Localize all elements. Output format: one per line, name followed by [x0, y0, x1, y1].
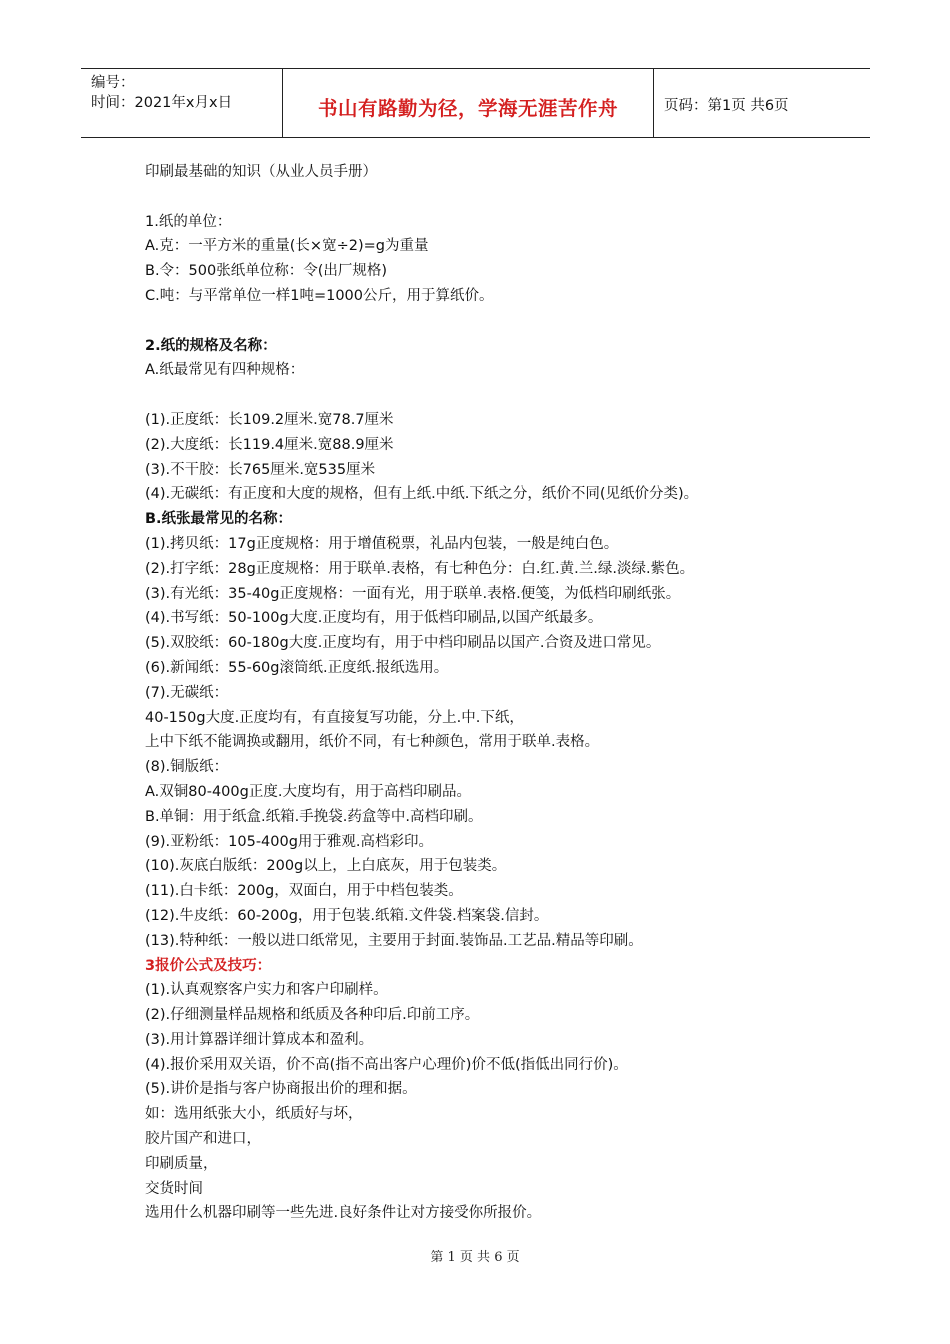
text-line: 胶片国产和进口，	[145, 1131, 261, 1148]
text-line: (13).特种纸：一般以进口纸常见，主要用于封面.装饰品.工艺品.精品等印刷。	[145, 932, 643, 949]
text-line: 上中下纸不能调换或翻用，纸价不同，有七种颜色，常用于联单.表格。	[145, 734, 600, 751]
text-line: (6).新闻纸：55-60g滚筒纸.正度纸.报纸选用。	[145, 659, 449, 676]
text-line: (12).牛皮纸：60-200g，用于包装.纸箱.文件袋.档案袋.信封。	[145, 907, 549, 924]
text-line: (2).打字纸：28g正度规格：用于联单.表格，有七种色分：白.红.黄.兰.绿.淡绿.紫色。	[145, 560, 695, 577]
blank-line	[145, 383, 835, 408]
text-line: (1).认真观察客户实力和客户印刷样。	[145, 982, 388, 999]
text-line: 印刷最基础的知识（从业人员手册）	[145, 164, 377, 180]
text-line: A.双铜80-400g正度.大度均有，用于高档印刷品。	[145, 783, 471, 800]
text-line: (3).用计算器详细计算成本和盈利。	[145, 1031, 374, 1048]
text-line: (3).有光纸：35-40g正度规格：一面有光，用于联单.表格.便笺，为低档印刷纸张。	[145, 585, 681, 602]
header-motto: 书山有路勤为径，学海无涯苦作舟	[317, 97, 618, 120]
text-line: 如：选用纸张大小，纸质好与坏，	[145, 1106, 363, 1123]
text-line: (11).白卡纸：200g，双面白，用于中档包装类。	[145, 883, 463, 900]
text-line: (2).大度纸：长119.4厘米.宽88.9厘米	[145, 436, 394, 453]
text-line: 选用什么机器印刷等一些先进.良好条件让对方接受你所报价。	[145, 1205, 542, 1222]
text-line: (3).不干胶：长765厘米.宽535厘米	[145, 461, 376, 478]
text-line: (4).书写纸：50-100g大度.正度均有，用于低档印刷品,以国产纸最多。	[145, 610, 603, 627]
text-line: (5).双胶纸：60-180g大度.正度均有，用于中档印刷品以国产.合资及进口常见。	[145, 635, 661, 652]
text-line: 交货时间	[145, 1180, 203, 1197]
header-meta	[81, 69, 282, 137]
blank-line	[145, 309, 835, 334]
text-line: (7).无碳纸：	[145, 684, 229, 701]
text-line: (4).无碳纸：有正度和大度的规格，但有上纸.中纸.下纸之分，纸价不同(见纸价分类)。	[145, 486, 699, 503]
text-line: 1.纸的单位：	[145, 213, 232, 230]
text-line: 印刷质量，	[145, 1155, 218, 1172]
section-heading: 2.纸的规格及名称：	[145, 337, 277, 354]
header-page-info: 页码：第1页 共6页	[664, 98, 789, 114]
text-line: A.纸最常见有四种规格：	[145, 362, 305, 379]
document-number-label: 编号：	[91, 75, 135, 91]
text-line: (1).拷贝纸：17g正度规格：用于增值税票，礼品内包装，一般是纯白色。	[145, 535, 619, 552]
document-body	[145, 160, 835, 1226]
text-line: (10).灰底白版纸：200g以上，上白底灰，用于包装类。	[145, 858, 507, 875]
text-line: 40-150g大度.正度均有，有直接复写功能，分上.中.下纸，	[145, 709, 524, 726]
text-line: C.吨：与平常单位一样1吨=1000公斤，用于算纸价。	[145, 287, 494, 304]
blank-line	[145, 185, 835, 210]
section-heading: B.纸张最常见的名称：	[145, 511, 293, 528]
text-line: (9).亚粉纸：105-400g用于雅观.高档彩印。	[145, 833, 434, 850]
text-line: A.克：一平方米的重量(长×宽÷2)=g为重量	[145, 238, 429, 255]
text-line: (5).讲价是指与客户协商报出价的理和据。	[145, 1081, 417, 1098]
page-header	[81, 68, 870, 138]
document-time-label: 时间：2021年x月x日	[91, 95, 233, 111]
text-line: (2).仔细测量样品规格和纸质及各种印后.印前工序。	[145, 1007, 480, 1024]
text-line: (1).正度纸：长109.2厘米.宽78.7厘米	[145, 411, 394, 428]
text-line: (8).铜版纸：	[145, 759, 229, 776]
text-line: (4).报价采用双关语，价不高(指不高出客户心理价)价不低(指低出同行价)。	[145, 1056, 628, 1073]
text-line: B.令：500张纸单位称：令(出厂规格)	[145, 263, 388, 280]
section-heading: 3报价公式及技巧：	[145, 957, 272, 974]
text-line: B.单铜：用于纸盒.纸箱.手挽袋.药盒等中.高档印刷。	[145, 808, 483, 825]
page-footer: 第 1 页 共 6 页	[430, 1250, 520, 1265]
header-motto-cell	[282, 69, 654, 137]
